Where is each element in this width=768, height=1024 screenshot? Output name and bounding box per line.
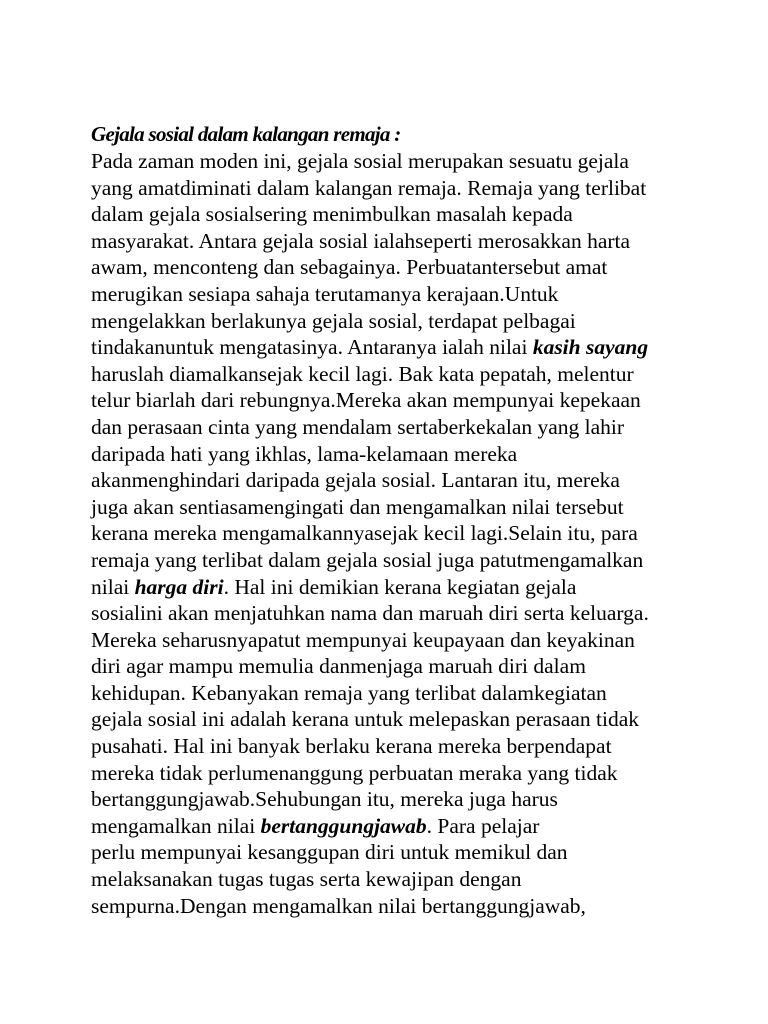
text-run: Pada zaman moden ini, gejala sosial merupakan sesuatu gejala	[91, 149, 629, 173]
text-run: pusahati. Hal ini banyak berlaku kerana mereka berpendapat	[91, 734, 612, 759]
text-run: perlu mempunyai kesanggupan diri untuk memikul dan	[91, 840, 568, 865]
text-line	[91, 574, 731, 601]
text-line	[91, 387, 731, 414]
text-run: . Hal ini demikian kerana kegiatan gejala	[223, 574, 577, 599]
text-line	[91, 520, 731, 547]
text-line	[91, 201, 731, 228]
text-line	[91, 786, 731, 813]
text-line	[91, 148, 731, 175]
text-run: yang amatdiminati dalam kalangan remaja. Remaja yang terlibat	[91, 175, 647, 200]
emphasized-term: kasih sayang	[532, 335, 649, 360]
text-line	[91, 547, 731, 574]
text-run: dan perasaan cinta yang mendalam sertaberkekalan yang lahir	[91, 414, 625, 439]
document-heading: Gejala sosial dalam kalangan remaja :	[91, 122, 401, 146]
text-line	[91, 254, 731, 281]
text-run: gejala sosial ini adalah kerana untuk melepaskan perasaan tidak	[91, 707, 640, 732]
text-line	[91, 175, 731, 202]
text-line	[91, 653, 731, 680]
emphasized-term: bertanggungjawab	[260, 813, 427, 838]
text-run: nilai	[91, 574, 135, 599]
text-line	[91, 308, 731, 335]
text-run: tindakanuntuk mengatasinya. Antaranya ialah nilai	[91, 335, 533, 360]
text-line	[91, 813, 731, 840]
text-run: juga akan sentiasamengingati dan mengamalkan nilai tersebut	[91, 494, 624, 519]
text-line	[91, 627, 731, 654]
text-line	[91, 706, 731, 733]
text-line	[91, 441, 731, 468]
text-run: masyarakat. Antara gejala sosial ialahseperti merosakkan harta	[91, 228, 631, 253]
text-run: sosialini akan menjatuhkan nama dan maruah diri serta keluarga.	[91, 601, 649, 626]
text-line	[91, 281, 731, 308]
text-line	[91, 680, 731, 707]
text-run: mengelakkan berlakunya gejala sosial, terdapat pelbagai	[91, 308, 576, 333]
text-run: akanmenghindari daripada gejala sosial. Lantaran itu, mereka	[91, 468, 620, 493]
text-run: remaja yang terlibat dalam gejala sosial juga patutmengamalkan	[91, 547, 644, 572]
text-line	[91, 733, 731, 760]
text-line	[91, 467, 731, 494]
text-line	[91, 839, 731, 866]
text-run: bertanggungjawab.Sehubungan itu, mereka juga harus	[91, 787, 558, 812]
text-line	[91, 414, 731, 441]
text-run: telur biarlah dari rebungnya.Mereka akan mempunyai kepekaan	[91, 388, 641, 413]
text-run: awam, menconteng dan sebagainya. Perbuatantersebut amat	[91, 255, 608, 280]
text-line	[91, 866, 731, 893]
text-line	[91, 494, 731, 521]
text-run: melaksanakan tugas tugas serta kewajipan dengan	[91, 867, 522, 892]
text-run: dalam gejala sosialsering menimbulkan masalah kepada	[91, 202, 573, 227]
text-run: diri agar mampu memulia danmenjaga maruah diri dalam	[91, 654, 586, 679]
text-line	[91, 228, 731, 255]
emphasized-term: harga diri	[134, 574, 224, 599]
text-run: sempurna.Dengan mengamalkan nilai bertanggungjawab,	[91, 893, 586, 918]
text-line	[91, 361, 731, 388]
text-run: daripada hati yang ikhlas, lama-kelamaan mereka	[91, 441, 518, 466]
document-body	[91, 148, 731, 919]
text-run: haruslah diamalkansejak kecil lagi. Bak kata pepatah, melentur	[91, 361, 634, 386]
text-run: kerana mereka mengamalkannyasejak kecil lagi.Selain itu, para	[91, 521, 638, 546]
text-line	[91, 600, 731, 627]
text-run: merugikan sesiapa sahaja terutamanya kerajaan.Untuk	[91, 281, 559, 306]
text-line	[91, 893, 731, 920]
text-run: kehidupan. Kebanyakan remaja yang terlibat dalamkegiatan	[91, 680, 607, 705]
text-run: mereka tidak perlumenanggung perbuatan meraka yang tidak	[91, 760, 618, 785]
text-run: Mereka seharusnyapatut mempunyai keupayaan dan keyakinan	[91, 627, 635, 652]
text-run: . Para pelajar	[426, 813, 540, 838]
text-line	[91, 334, 731, 361]
text-run: mengamalkan nilai	[91, 813, 261, 838]
text-line	[91, 760, 731, 787]
